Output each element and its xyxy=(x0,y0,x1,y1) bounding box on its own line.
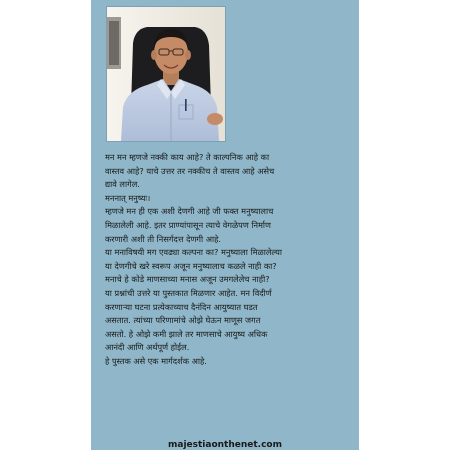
blurb-line: मननात् मनुष्यः। xyxy=(105,192,151,203)
blurb-line: मिळालेली आहे. इतर प्राण्यांपासून त्याचे वेगळेपण निर्माण xyxy=(105,219,271,230)
blurb-line: या मनाविषयी मग एवढ्या कल्पना का? मनुष्याला मिळालेल्या xyxy=(105,247,282,258)
blurb-line: असतात. त्यांच्या परिणामांचे ओझे घेऊन माणूस जगत xyxy=(105,315,261,326)
author-portrait-icon xyxy=(107,7,225,141)
blurb-line: या देणगीचे खरे स्वरूप अजून मनुष्यालाच कळले नाही का? xyxy=(105,260,277,271)
author-photo xyxy=(107,7,225,141)
blurb-line: मन मन म्हणजे नक्की काय आहे? ते काल्पनिक आहे का xyxy=(105,152,270,162)
blurb-line: करणारी अशी ती निसर्गदत्त देणगी आहे. xyxy=(105,233,222,244)
blurb-text xyxy=(105,151,353,369)
blurb-line: हे पुस्तक असे एक मार्गदर्शक आहे. xyxy=(105,355,207,366)
blurb-line: असतो. हे ओझे कमी झाले तर माणसाचे आयुष्य अधिक xyxy=(105,328,268,339)
blurb-line: करणाऱ्या घटना प्रत्येकाच्याच दैनंदिन आयुष्यात घडत xyxy=(105,301,258,312)
publisher-website: majestiaonthenet.com xyxy=(168,440,282,450)
book-back-cover xyxy=(91,0,359,450)
blurb-line: या प्रश्नांची उत्तरे या पुस्तकात मिळणार आहेत. मन विदीर्ण xyxy=(105,287,272,298)
blurb-line: आनंदी आणि अर्थपूर्ण होईल. xyxy=(105,342,190,353)
blurb-line: मनाचे हे कोडे माणसाच्या मनास अजून उमगलेलेच नाही? xyxy=(105,274,270,285)
blurb-line: द्यावे लागेल. xyxy=(105,179,140,190)
blurb-line: म्हणजे मन ही एक अशी देणगी आहे जी फक्त मनुष्यालाच xyxy=(105,206,274,217)
blurb-line: वास्तव आहे? याचे उत्तर तर नक्कीच ते वास्तव आहे असेच xyxy=(105,165,275,176)
